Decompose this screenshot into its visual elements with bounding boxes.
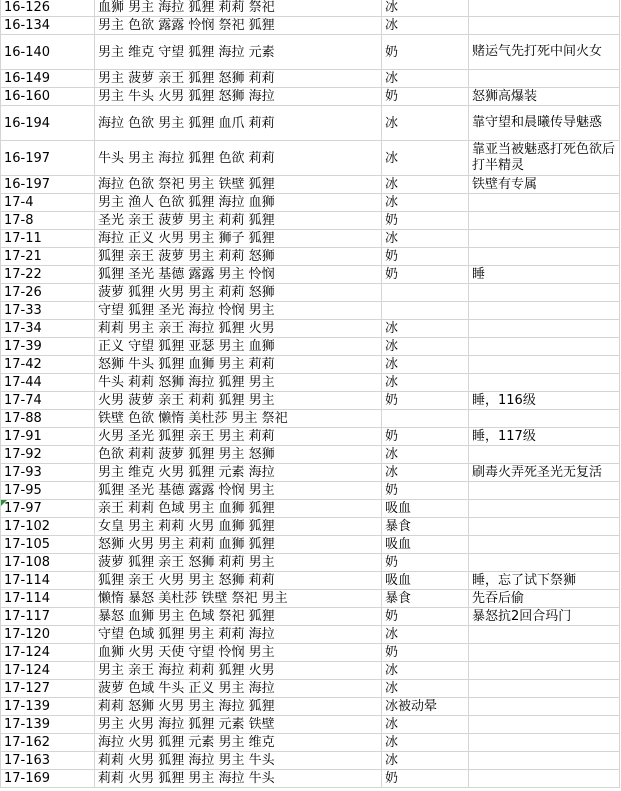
type-cell[interactable]: 奶 <box>382 35 469 70</box>
level-cell[interactable]: 17-114 <box>1 590 95 608</box>
table-row <box>1 518 620 536</box>
notes-cell[interactable]: 靠亚当被魅惑打死色欲后打半精灵 <box>469 141 620 176</box>
type-cell[interactable]: 暴食 <box>382 518 469 536</box>
level-cell[interactable]: 17-22 <box>1 266 95 284</box>
team-cell[interactable]: 莉莉 火男 狐狸 男主 海拉 牛头 <box>95 770 382 788</box>
notes-cell[interactable]: 怒狮高爆装 <box>469 88 620 106</box>
notes-cell[interactable] <box>469 302 620 320</box>
team-cell[interactable]: 海拉 色欲 男主 狐狸 血爪 莉莉 <box>95 106 382 141</box>
notes-cell[interactable] <box>469 752 620 770</box>
table-row <box>1 554 620 572</box>
type-cell[interactable]: 冰 <box>382 141 469 176</box>
team-cell[interactable]: 海拉 火男 狐狸 元素 男主 维克 <box>95 734 382 752</box>
table-row <box>1 590 620 608</box>
table-row <box>1 698 620 716</box>
table-row <box>1 17 620 35</box>
table-row <box>1 464 620 482</box>
notes-cell[interactable]: 睡，117级 <box>469 428 620 446</box>
table-row <box>1 626 620 644</box>
notes-cell[interactable] <box>469 248 620 266</box>
notes-cell[interactable]: 铁壁有专属 <box>469 176 620 194</box>
level-cell[interactable]: 17-139 <box>1 716 95 734</box>
level-cell[interactable]: 17-34 <box>1 320 95 338</box>
team-cell[interactable]: 怒狮 牛头 狐狸 血狮 男主 莉莉 <box>95 356 382 374</box>
notes-cell[interactable] <box>469 770 620 788</box>
team-cell[interactable]: 狐狸 圣光 基德 露露 男主 怜悯 <box>95 266 382 284</box>
table-row <box>1 770 620 788</box>
type-cell[interactable]: 吸血 <box>382 536 469 554</box>
notes-cell[interactable] <box>469 716 620 734</box>
team-cell[interactable]: 狐狸 圣光 基德 露露 怜悯 男主 <box>95 482 382 500</box>
level-cell[interactable]: 16-197 <box>1 176 95 194</box>
level-cell[interactable]: 16-134 <box>1 17 95 35</box>
team-cell[interactable]: 菠萝 色域 牛头 正义 男主 海拉 <box>95 680 382 698</box>
level-cell[interactable]: 17-26 <box>1 284 95 302</box>
team-cell[interactable]: 男主 亲王 海拉 莉莉 狐狸 火男 <box>95 662 382 680</box>
notes-cell[interactable] <box>469 320 620 338</box>
table-row <box>1 141 620 176</box>
team-cell[interactable]: 圣光 亲王 菠萝 男主 莉莉 狐狸 <box>95 212 382 230</box>
notes-cell[interactable]: 靠守望和晨曦传导魅惑 <box>469 106 620 141</box>
level-cell[interactable]: 17-95 <box>1 482 95 500</box>
table-row <box>1 662 620 680</box>
level-cell[interactable]: 16-140 <box>1 35 95 70</box>
level-cell[interactable]: 17-4 <box>1 194 95 212</box>
table-row <box>1 248 620 266</box>
type-cell[interactable]: 奶 <box>382 644 469 662</box>
table-row <box>1 608 620 626</box>
table-row <box>1 446 620 464</box>
table-row <box>1 644 620 662</box>
team-cell[interactable]: 男主 菠萝 亲王 狐狸 怒狮 莉莉 <box>95 70 382 88</box>
notes-cell[interactable] <box>469 644 620 662</box>
type-cell[interactable]: 奶 <box>382 770 469 788</box>
notes-cell[interactable]: 睡，忘了试下祭狮 <box>469 572 620 590</box>
notes-cell[interactable] <box>469 212 620 230</box>
team-cell[interactable]: 男主 维克 守望 狐狸 海拉 元素 <box>95 35 382 70</box>
notes-cell[interactable] <box>469 70 620 88</box>
type-cell[interactable]: 冰 <box>382 662 469 680</box>
notes-cell[interactable] <box>469 446 620 464</box>
table-row <box>1 356 620 374</box>
type-cell[interactable]: 冰 <box>382 734 469 752</box>
team-cell[interactable]: 菠萝 狐狸 火男 男主 莉莉 怒狮 <box>95 284 382 302</box>
type-cell[interactable]: 冰 <box>382 446 469 464</box>
team-cell[interactable]: 守望 狐狸 圣光 海拉 怜悯 男主 <box>95 302 382 320</box>
table-row <box>1 88 620 106</box>
team-cell[interactable]: 男主 牛头 火男 狐狸 怒狮 海拉 <box>95 88 382 106</box>
team-cell[interactable]: 亲王 莉莉 色域 男主 血狮 狐狸 <box>95 500 382 518</box>
notes-cell[interactable] <box>469 194 620 212</box>
level-cell[interactable]: 17-74 <box>1 392 95 410</box>
type-cell[interactable]: 冰 <box>382 194 469 212</box>
type-cell[interactable]: 奶 <box>382 212 469 230</box>
table-row <box>1 0 620 17</box>
level-cell[interactable]: 17-162 <box>1 734 95 752</box>
table-row <box>1 716 620 734</box>
type-cell[interactable]: 冰 <box>382 716 469 734</box>
table-row <box>1 428 620 446</box>
team-cell[interactable]: 男主 火男 海拉 狐狸 元素 铁壁 <box>95 716 382 734</box>
level-cell[interactable]: 17-120 <box>1 626 95 644</box>
level-cell[interactable]: 17-139 <box>1 698 95 716</box>
table-row <box>1 482 620 500</box>
type-cell[interactable]: 冰 <box>382 320 469 338</box>
notes-cell[interactable] <box>469 698 620 716</box>
type-cell[interactable]: 冰 <box>382 70 469 88</box>
notes-cell[interactable]: 先吞后偷 <box>469 590 620 608</box>
level-cell[interactable]: 16-194 <box>1 106 95 141</box>
type-cell[interactable]: 奶 <box>382 266 469 284</box>
level-cell[interactable]: 17-105 <box>1 536 95 554</box>
level-cell[interactable]: 17-114 <box>1 572 95 590</box>
level-cell[interactable]: 17-102 <box>1 518 95 536</box>
notes-cell[interactable] <box>469 0 620 17</box>
team-cell[interactable]: 狐狸 亲王 火男 男主 怒狮 莉莉 <box>95 572 382 590</box>
team-cell[interactable]: 海拉 色欲 祭祀 男主 铁壁 狐狸 <box>95 176 382 194</box>
level-cell[interactable]: 16-126 <box>1 0 95 17</box>
notes-cell[interactable] <box>469 662 620 680</box>
level-cell[interactable]: 16-160 <box>1 88 95 106</box>
type-cell[interactable]: 冰 <box>382 356 469 374</box>
team-cell[interactable]: 莉莉 男主 亲王 海拉 狐狸 火男 <box>95 320 382 338</box>
type-cell[interactable]: 暴食 <box>382 590 469 608</box>
table-row <box>1 572 620 590</box>
level-cell[interactable]: 17-92 <box>1 446 95 464</box>
level-cell[interactable]: 17-124 <box>1 644 95 662</box>
type-cell[interactable]: 冰 <box>382 374 469 392</box>
team-cell[interactable]: 男主 维克 火男 狐狸 元素 海拉 <box>95 464 382 482</box>
team-cell[interactable]: 牛头 男主 海拉 狐狸 色欲 莉莉 <box>95 141 382 176</box>
team-cell[interactable]: 牛头 莉莉 怒狮 海拉 狐狸 男主 <box>95 374 382 392</box>
team-cell[interactable]: 狐狸 亲王 菠萝 男主 莉莉 怒狮 <box>95 248 382 266</box>
team-cell[interactable]: 正义 守望 狐狸 亚瑟 男主 血狮 <box>95 338 382 356</box>
table-row <box>1 284 620 302</box>
type-cell[interactable]: 吸血 <box>382 500 469 518</box>
notes-cell[interactable] <box>469 17 620 35</box>
type-cell[interactable]: 冰被动晕 <box>382 698 469 716</box>
notes-cell[interactable] <box>469 410 620 428</box>
team-cell[interactable]: 怒狮 火男 男主 莉莉 血狮 狐狸 <box>95 536 382 554</box>
level-cell[interactable]: 17-124 <box>1 662 95 680</box>
level-cell[interactable]: 17-163 <box>1 752 95 770</box>
type-cell[interactable]: 冰 <box>382 106 469 141</box>
level-cell[interactable]: 17-21 <box>1 248 95 266</box>
notes-cell[interactable]: 睡 <box>469 266 620 284</box>
level-cell[interactable]: 17-8 <box>1 212 95 230</box>
table-row <box>1 500 620 518</box>
table-row <box>1 176 620 194</box>
type-cell[interactable]: 冰 <box>382 230 469 248</box>
type-cell[interactable]: 冰 <box>382 680 469 698</box>
level-cell[interactable]: 17-91 <box>1 428 95 446</box>
notes-cell[interactable] <box>469 230 620 248</box>
team-cell[interactable]: 色欲 莉莉 菠萝 狐狸 男主 怒狮 <box>95 446 382 464</box>
notes-cell[interactable] <box>469 554 620 572</box>
team-cell[interactable]: 菠萝 狐狸 亲王 怒狮 莉莉 男主 <box>95 554 382 572</box>
level-cell[interactable]: 17-39 <box>1 338 95 356</box>
type-cell[interactable]: 奶 <box>382 248 469 266</box>
notes-cell[interactable] <box>469 284 620 302</box>
team-cell[interactable]: 女皇 男主 莉莉 火男 血狮 狐狸 <box>95 518 382 536</box>
table-row <box>1 374 620 392</box>
level-cell[interactable]: 16-197 <box>1 141 95 176</box>
team-cell[interactable]: 守望 色域 狐狸 男主 莉莉 海拉 <box>95 626 382 644</box>
type-cell[interactable]: 冰 <box>382 338 469 356</box>
table-row <box>1 320 620 338</box>
notes-cell[interactable] <box>469 374 620 392</box>
table-row <box>1 194 620 212</box>
level-cell[interactable]: 17-42 <box>1 356 95 374</box>
table-row <box>1 752 620 770</box>
notes-cell[interactable] <box>469 536 620 554</box>
type-cell[interactable]: 冰 <box>382 464 469 482</box>
notes-cell[interactable] <box>469 482 620 500</box>
spreadsheet-body <box>1 0 620 788</box>
notes-cell[interactable] <box>469 338 620 356</box>
type-cell[interactable]: 奶 <box>382 392 469 410</box>
type-cell[interactable]: 奶 <box>382 428 469 446</box>
notes-cell[interactable]: 赌运气先打死中间火女 <box>469 35 620 70</box>
table-row <box>1 70 620 88</box>
notes-cell[interactable] <box>469 680 620 698</box>
team-cell[interactable]: 火男 菠萝 亲王 莉莉 狐狸 男主 <box>95 392 382 410</box>
table-row <box>1 338 620 356</box>
type-cell[interactable]: 冰 <box>382 626 469 644</box>
type-cell[interactable] <box>382 410 469 428</box>
type-cell[interactable]: 奶 <box>382 554 469 572</box>
table-row <box>1 536 620 554</box>
team-cell[interactable]: 暴怒 血狮 男主 色域 祭祀 狐狸 <box>95 608 382 626</box>
type-cell[interactable]: 冰 <box>382 17 469 35</box>
level-cell[interactable]: 17-93 <box>1 464 95 482</box>
type-cell[interactable]: 奶 <box>382 482 469 500</box>
notes-cell[interactable] <box>469 734 620 752</box>
level-cell[interactable]: 17-97 <box>1 500 95 518</box>
type-cell[interactable]: 奶 <box>382 608 469 626</box>
type-cell[interactable] <box>382 284 469 302</box>
notes-cell[interactable]: 刷毒火弄死圣光无复活 <box>469 464 620 482</box>
team-cell[interactable]: 铁壁 色欲 懒惰 美杜莎 男主 祭祀 <box>95 410 382 428</box>
table-row <box>1 410 620 428</box>
type-cell[interactable]: 冰 <box>382 752 469 770</box>
type-cell[interactable]: 奶 <box>382 88 469 106</box>
team-cell[interactable]: 火男 圣光 狐狸 亲王 男主 莉莉 <box>95 428 382 446</box>
type-cell[interactable]: 吸血 <box>382 572 469 590</box>
team-cell[interactable]: 莉莉 怒狮 火男 男主 海拉 狐狸 <box>95 698 382 716</box>
level-cell[interactable]: 17-11 <box>1 230 95 248</box>
notes-cell[interactable]: 睡，116级 <box>469 392 620 410</box>
level-cell[interactable]: 17-117 <box>1 608 95 626</box>
level-cell[interactable]: 17-44 <box>1 374 95 392</box>
team-cell[interactable]: 懒惰 暴怒 美杜莎 铁壁 祭祀 男主 <box>95 590 382 608</box>
notes-cell[interactable] <box>469 500 620 518</box>
notes-cell[interactable] <box>469 356 620 374</box>
team-cell[interactable]: 男主 渔人 色欲 狐狸 海拉 血狮 <box>95 194 382 212</box>
notes-cell[interactable]: 暴怒抗2回合玛门 <box>469 608 620 626</box>
type-cell[interactable] <box>382 302 469 320</box>
level-cell[interactable]: 17-169 <box>1 770 95 788</box>
table-row <box>1 212 620 230</box>
notes-cell[interactable] <box>469 518 620 536</box>
team-cell[interactable]: 海拉 正义 火男 男主 狮子 狐狸 <box>95 230 382 248</box>
table-row <box>1 35 620 70</box>
team-cell[interactable]: 男主 色欲 露露 怜悯 祭祀 狐狸 <box>95 17 382 35</box>
team-cell[interactable]: 莉莉 火男 狐狸 海拉 男主 牛头 <box>95 752 382 770</box>
level-cell[interactable]: 17-88 <box>1 410 95 428</box>
team-cell[interactable]: 血狮 男主 海拉 狐狸 莉莉 祭祀 <box>95 0 382 17</box>
type-cell[interactable]: 冰 <box>382 0 469 17</box>
table-row <box>1 266 620 284</box>
level-cell[interactable]: 17-127 <box>1 680 95 698</box>
notes-cell[interactable] <box>469 626 620 644</box>
comment-indicator-icon <box>1 500 7 506</box>
table-row <box>1 392 620 410</box>
table-row <box>1 680 620 698</box>
level-cell[interactable]: 17-108 <box>1 554 95 572</box>
level-cell[interactable]: 17-33 <box>1 302 95 320</box>
type-cell[interactable]: 冰 <box>382 176 469 194</box>
team-cell[interactable]: 血狮 火男 天使 守望 怜悯 男主 <box>95 644 382 662</box>
table-row <box>1 302 620 320</box>
table-row <box>1 106 620 141</box>
table-row <box>1 734 620 752</box>
level-cell[interactable]: 16-149 <box>1 70 95 88</box>
table-row <box>1 230 620 248</box>
